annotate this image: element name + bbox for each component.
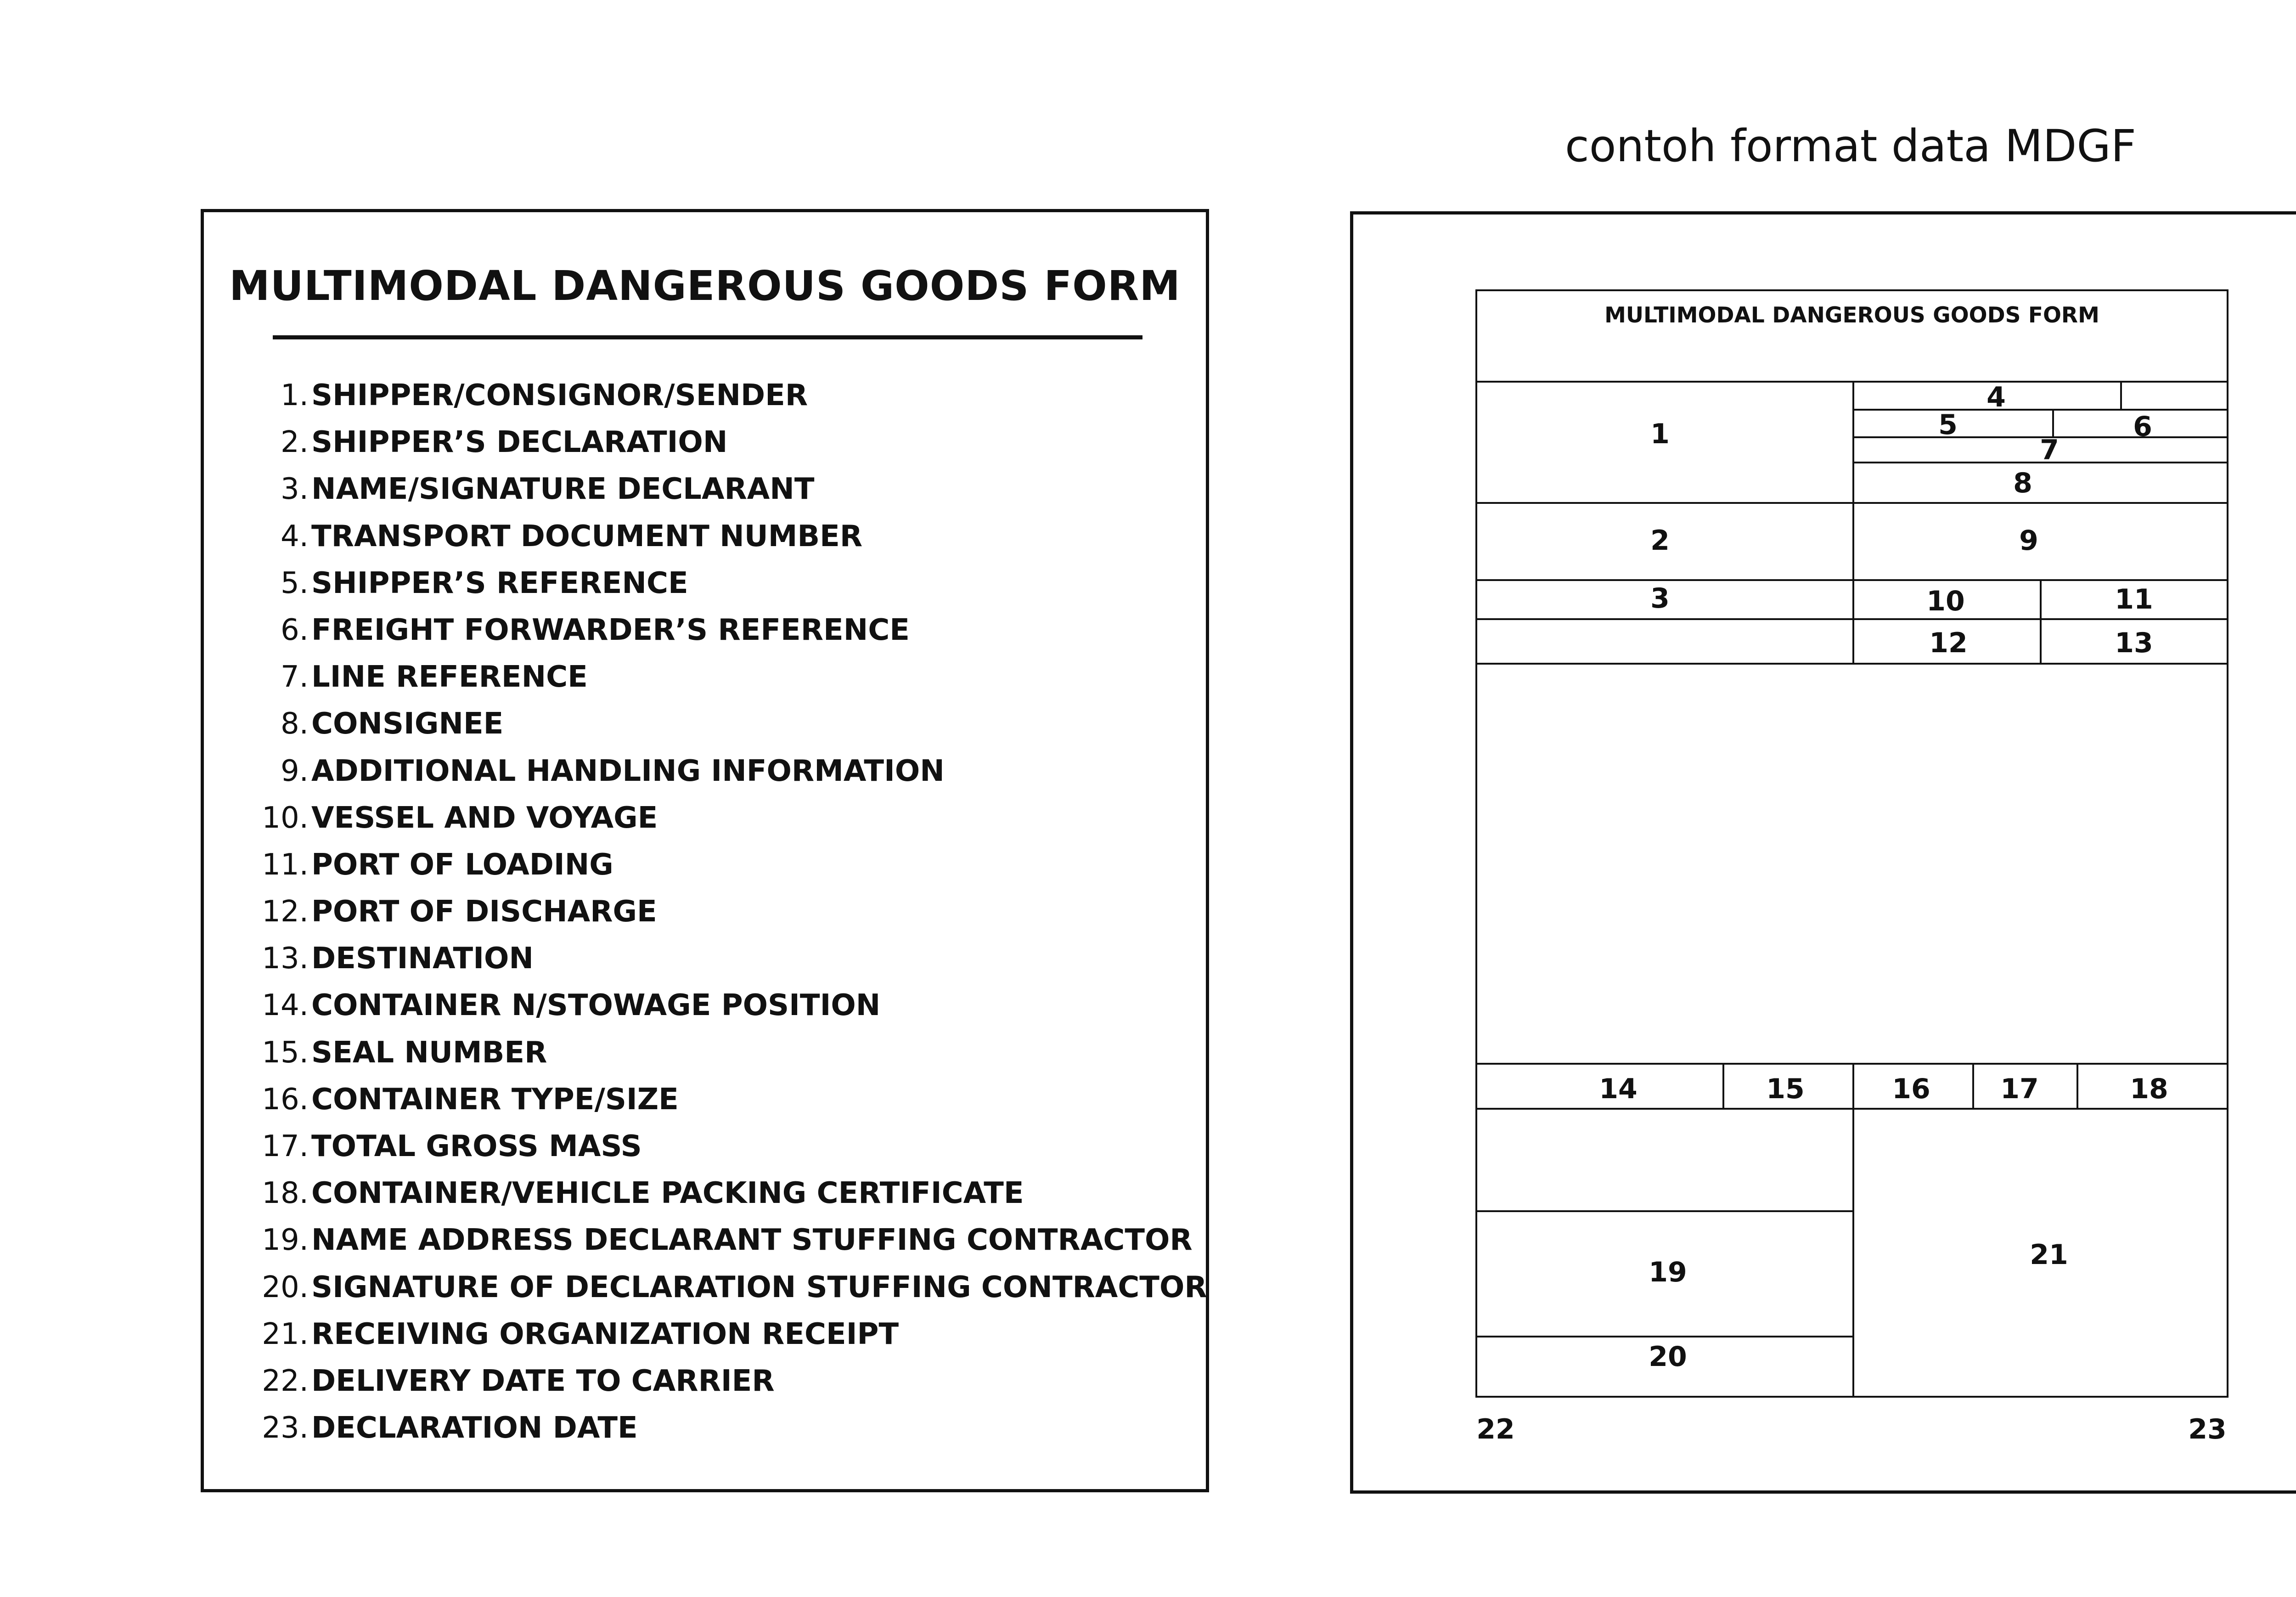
legend-title-rule xyxy=(273,335,1142,339)
legend-item-label: DECLARATION DATE xyxy=(311,1411,638,1445)
legend-item-label: SIGNATURE OF DECLARATION STUFFING CONTRACTOR xyxy=(311,1270,1207,1304)
legend-item-label: TOTAL GROSS MASS xyxy=(311,1129,642,1163)
legend-item xyxy=(259,795,1207,841)
legend-item-label: CONTAINER TYPE/SIZE xyxy=(311,1082,679,1117)
legend-item-number: 5. xyxy=(280,566,309,600)
legend-item-label: CONSIGNEE xyxy=(311,707,504,741)
legend-item-label: SHIPPER’S DECLARATION xyxy=(311,425,728,460)
legend-item-label: ADDITIONAL HANDLING INFORMATION xyxy=(311,754,945,788)
legend-item xyxy=(259,748,1207,795)
field-18: 18 xyxy=(2130,1073,2168,1105)
field-10: 10 xyxy=(1926,585,1965,617)
legend-item-label: RECEIVING ORGANIZATION RECEIPT xyxy=(311,1317,899,1351)
legend-item-number: 22. xyxy=(262,1364,309,1398)
field-11: 11 xyxy=(2115,583,2153,615)
field-23: 23 xyxy=(2188,1413,2227,1445)
field-15: 15 xyxy=(1766,1073,1805,1105)
legend-item xyxy=(259,372,1207,419)
legend-item-number: 16. xyxy=(262,1082,309,1117)
legend-item-label: NAME/SIGNATURE DECLARANT xyxy=(311,472,815,507)
legend-item-label: SEAL NUMBER xyxy=(311,1035,547,1070)
field-9: 9 xyxy=(2019,525,2038,557)
legend-item-number: 15. xyxy=(262,1035,309,1070)
legend-item xyxy=(259,1029,1207,1076)
field-4: 4 xyxy=(1986,381,2006,413)
legend-item xyxy=(259,560,1207,607)
legend-item-number: 19. xyxy=(262,1223,309,1258)
legend-item xyxy=(259,888,1207,935)
field-20: 20 xyxy=(1649,1341,1687,1373)
legend-item-number: 11. xyxy=(262,847,309,882)
legend-item xyxy=(259,1358,1207,1405)
legend-item-label: SHIPPER/CONSIGNOR/SENDER xyxy=(311,378,808,412)
legend-item-number: 3. xyxy=(280,472,309,507)
legend-item xyxy=(259,982,1207,1029)
legend-item-label: FREIGHT FORWARDER’S REFERENCE xyxy=(311,613,910,647)
legend-item xyxy=(259,1123,1207,1170)
legend-item-number: 10. xyxy=(262,801,309,835)
legend-item-number: 23. xyxy=(262,1411,309,1445)
legend-item-label: TRANSPORT DOCUMENT NUMBER xyxy=(311,519,863,553)
legend-item-number: 20. xyxy=(262,1270,309,1304)
legend-item xyxy=(259,841,1207,888)
legend-item-number: 13. xyxy=(262,942,309,976)
legend-item-number: 17. xyxy=(262,1129,309,1163)
example-caption: contoh format data MDGF xyxy=(1564,120,2136,172)
field-21: 21 xyxy=(2030,1239,2068,1271)
field-3: 3 xyxy=(1650,582,1670,615)
field-16: 16 xyxy=(1892,1073,1930,1105)
legend-item-label: CONTAINER/VEHICLE PACKING CERTIFICATE xyxy=(311,1176,1024,1211)
legend-item-label: DESTINATION xyxy=(311,942,534,976)
legend-item-number: 7. xyxy=(280,660,309,694)
legend-item-number: 2. xyxy=(280,425,309,460)
legend-item xyxy=(259,1076,1207,1123)
legend-item xyxy=(259,513,1207,560)
legend-item xyxy=(259,466,1207,513)
legend-item xyxy=(259,700,1207,747)
legend-item-label: CONTAINER N/STOWAGE POSITION xyxy=(311,988,881,1023)
legend-item-number: 4. xyxy=(280,519,309,553)
field-8: 8 xyxy=(2013,467,2032,499)
legend-item-number: 9. xyxy=(280,754,309,788)
legend-item xyxy=(259,654,1207,700)
legend-item-number: 14. xyxy=(262,988,309,1023)
legend-item-label: LINE REFERENCE xyxy=(311,660,588,694)
legend-item xyxy=(259,1170,1207,1217)
field-6: 6 xyxy=(2133,411,2152,443)
legend-item-number: 1. xyxy=(280,378,309,412)
example-form-panel xyxy=(1350,211,2296,1494)
example-form-diagram xyxy=(1353,214,2296,1490)
field-1: 1 xyxy=(1650,418,1670,450)
legend-item-label: SHIPPER’S REFERENCE xyxy=(311,566,688,600)
form-outline xyxy=(1476,290,2228,1397)
field-13: 13 xyxy=(2115,627,2153,659)
legend-item-number: 8. xyxy=(280,707,309,741)
field-17: 17 xyxy=(2000,1073,2039,1105)
form-title: MULTIMODAL DANGEROUS GOODS FORM xyxy=(1604,303,2099,328)
field-7: 7 xyxy=(2040,434,2059,466)
legend-title: MULTIMODAL DANGEROUS GOODS FORM xyxy=(229,262,1181,310)
legend-item-label: VESSEL AND VOYAGE xyxy=(311,801,658,835)
legend-item-number: 21. xyxy=(262,1317,309,1351)
legend-item xyxy=(259,607,1207,654)
legend-item xyxy=(259,1311,1207,1358)
legend-item-label: PORT OF DISCHARGE xyxy=(311,895,657,929)
legend-item-number: 12. xyxy=(262,895,309,929)
legend-item-number: 18. xyxy=(262,1176,309,1211)
legend-item xyxy=(259,419,1207,466)
legend-list xyxy=(259,372,1207,1451)
field-19: 19 xyxy=(1649,1256,1687,1288)
legend-item-label: NAME ADDRESS DECLARANT STUFFING CONTRACTOR xyxy=(311,1223,1193,1258)
legend-panel xyxy=(201,209,1209,1492)
legend-item-number: 6. xyxy=(280,613,309,647)
legend-item xyxy=(259,1264,1207,1311)
field-22: 22 xyxy=(1476,1413,1515,1445)
field-5: 5 xyxy=(1938,409,1958,441)
legend-item xyxy=(259,1405,1207,1451)
legend-item xyxy=(259,1217,1207,1264)
legend-item-label: DELIVERY DATE TO CARRIER xyxy=(311,1364,775,1398)
legend-item-label: PORT OF LOADING xyxy=(311,847,613,882)
field-14: 14 xyxy=(1599,1073,1638,1105)
field-12: 12 xyxy=(1929,627,1968,659)
legend-item xyxy=(259,935,1207,982)
field-2: 2 xyxy=(1650,525,1670,557)
